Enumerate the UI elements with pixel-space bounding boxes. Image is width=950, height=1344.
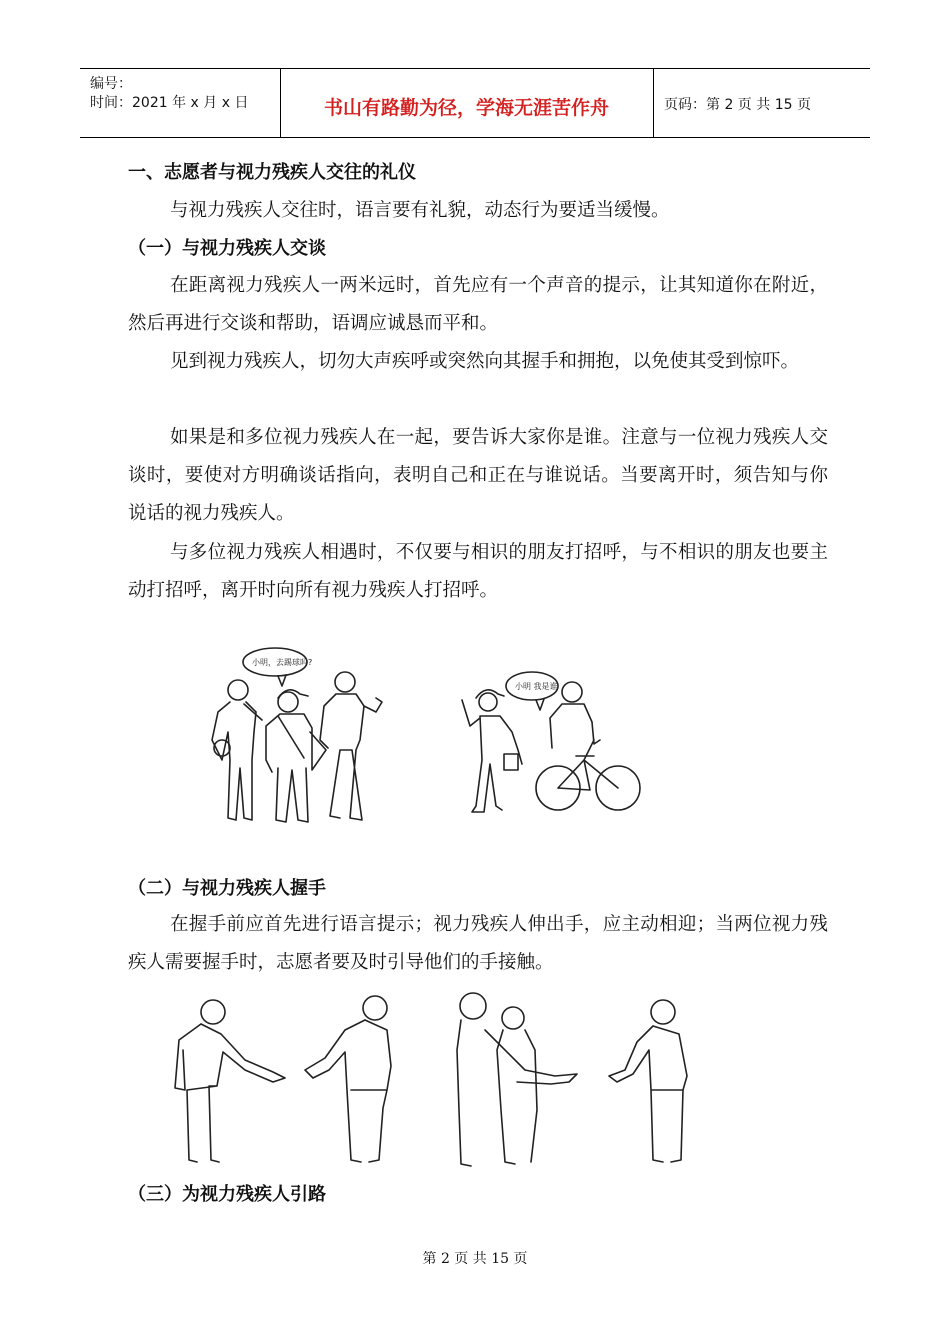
illustration-greeting bbox=[200, 640, 640, 835]
illustration-handshake bbox=[165, 990, 725, 1170]
header-page-cell bbox=[654, 69, 870, 137]
man-responding-figure bbox=[305, 996, 391, 1162]
page-footer: 第 2 页 共 15 页 bbox=[422, 1251, 528, 1267]
code-label: 编号： bbox=[90, 76, 132, 92]
volunteer-guiding-figure bbox=[457, 993, 577, 1166]
section3-heading: （三）为视力残疾人引路 bbox=[128, 1184, 326, 1205]
section2-heading: （二）与视力残疾人握手 bbox=[128, 878, 326, 899]
section1-paragraph3: 如果是和多位视力残疾人在一起，要告诉大家你是谁。注意与一位视力残疾人交谈时，要使对方明确谈话指向，表明自己和正在与谁说话。当要离开时，须告知与你说话的视力残疾人。 bbox=[128, 427, 828, 524]
section1-paragraph1: 在距离视力残疾人一两米远时，首先应有一个声音的提示，让其知道你在附近，然后再进行交谈和帮助，语调应诚恳而平和。 bbox=[128, 275, 828, 334]
header-motto-cell bbox=[280, 69, 654, 137]
section1-paragraph2: 见到视力残疾人，切勿大声疾呼或突然向其握手和拥抱，以免使其受到惊吓。 bbox=[170, 351, 800, 372]
boy-1-figure bbox=[212, 680, 262, 820]
section2-paragraph1: 在握手前应首先进行语言提示；视力残疾人伸出手，应主动相迎；当两位视力残疾人需要握手时，志愿者要及时引导他们的手接触。 bbox=[128, 914, 828, 973]
boy-2-figure bbox=[266, 690, 326, 822]
page-info: 页码：第 2 页 共 15 页 bbox=[664, 97, 811, 113]
speech-bubble-right bbox=[506, 672, 558, 710]
main-heading: 一、志愿者与视力残疾人交往的礼仪 bbox=[128, 162, 416, 183]
man-with-bike-figure bbox=[536, 682, 640, 810]
time-label: 时间：2021 年 x 月 x 日 bbox=[90, 95, 249, 111]
document-header bbox=[80, 68, 870, 138]
section1-heading: （一）与视力残疾人交谈 bbox=[128, 238, 326, 259]
intro-paragraph: 与视力残疾人交往时，语言要有礼貌，动态行为要适当缓慢。 bbox=[170, 200, 670, 221]
motto-text: 书山有路勤为径，学海无涯苦作舟 bbox=[323, 97, 609, 119]
bubble-left-text: 小明，去踢球吗? bbox=[252, 658, 313, 667]
bubble-right-text: 小明 我是谁 bbox=[515, 682, 558, 691]
man-waving-figure bbox=[462, 690, 522, 812]
speech-bubble-left bbox=[243, 648, 312, 686]
man-receiving-figure bbox=[609, 1000, 687, 1162]
man-reaching-figure bbox=[175, 1000, 285, 1162]
header-meta-cell bbox=[80, 69, 281, 137]
section1-paragraph4: 与多位视力残疾人相遇时，不仅要与相识的朋友打招呼，与不相识的朋友也要主动打招呼，离开时向所有视力残疾人打招呼。 bbox=[128, 542, 828, 601]
boy-3-figure bbox=[320, 672, 382, 820]
